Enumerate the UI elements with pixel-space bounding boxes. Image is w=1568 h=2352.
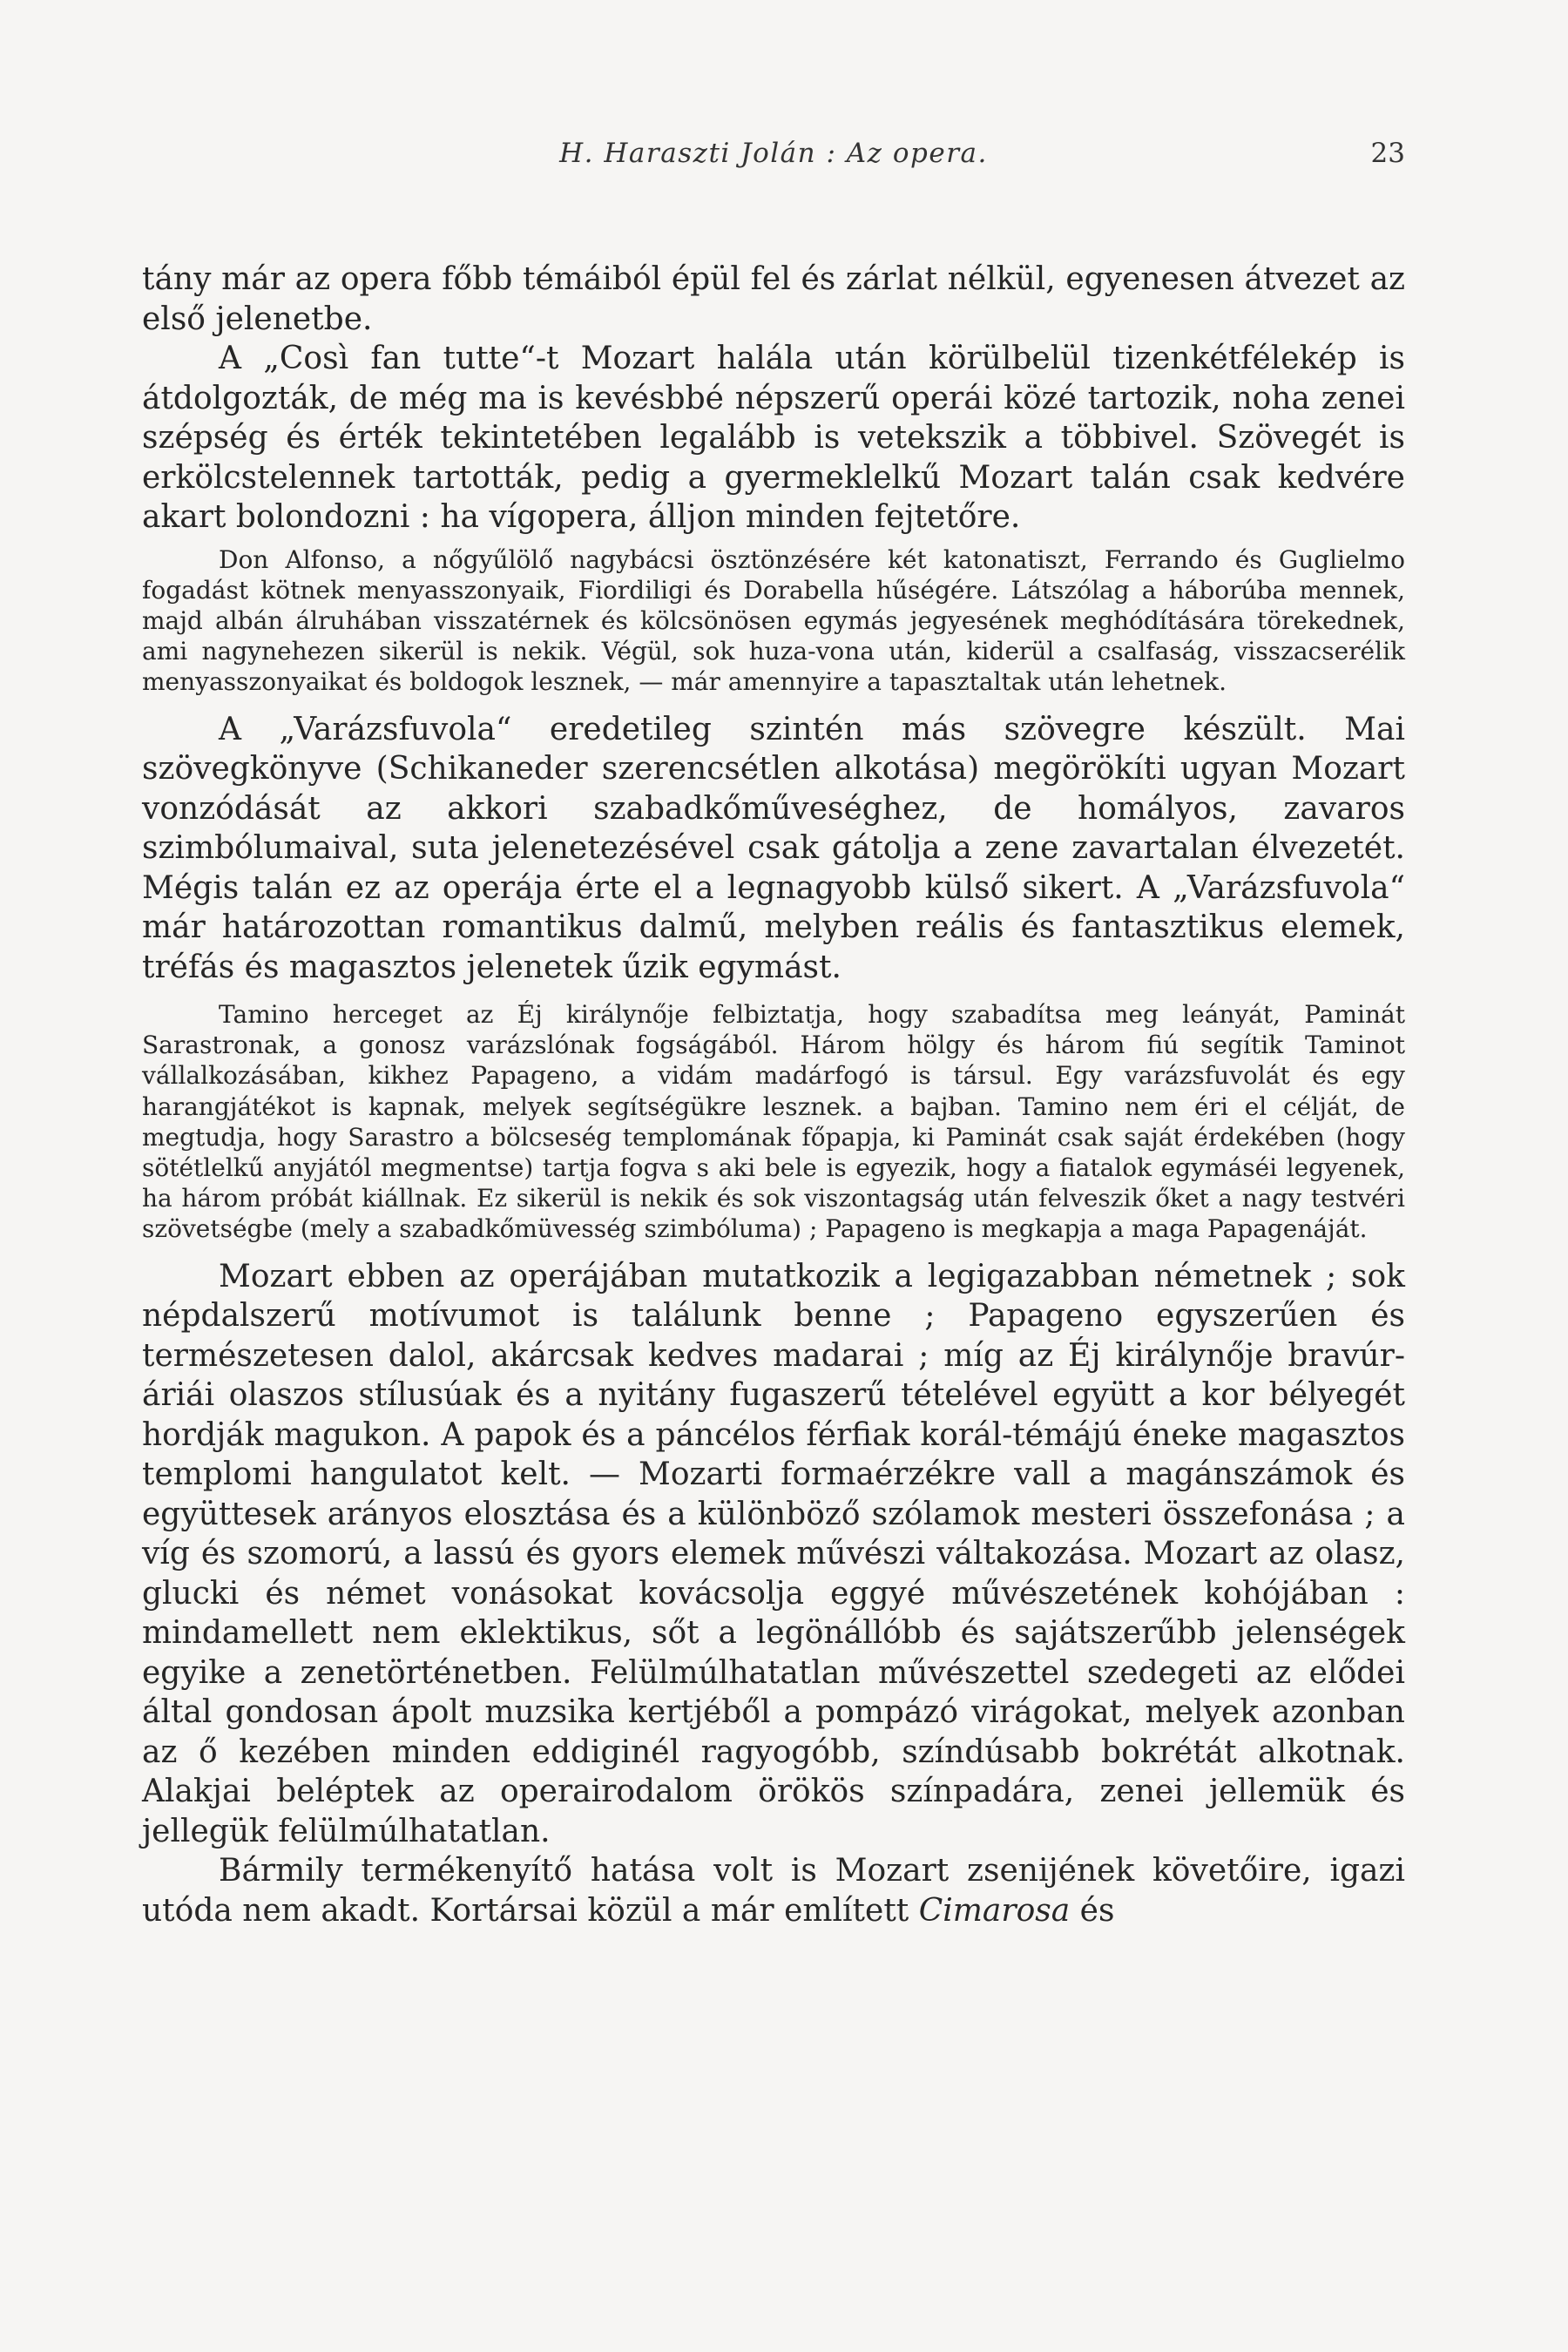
body-text — [142, 260, 1405, 1930]
paragraph-cosi-fan-tutte: A „Così fan tutte“-t Mozart halála után körülbelül tizenkétfélekép is átdolgozták, de még ma is kevésbbé népszerű operái közé tartozik, noha zenei szépség és érték tekintetében legalább is vetekszik a többivel. Szövegét is erkölcstelennek tartották, pedig a gyermeklelkű Mozart talán csak kedvére akart bolondozni : ha vígopera, álljon minden fejtetőre. — [142, 341, 1405, 535]
paragraph-mozart-style: Mozart ebben az operájában mutatkozik a legigazabban németnek ; sok népdalszerű motívumot is találunk benne ; Papageno egyszerűen és természetesen dalol, akárcsak kedves madarai ; míg az Éj királynője bravúr-áriái olaszos stílusúak és a nyitány fugaszerű tételével együtt a kor bélyegét hordják magukon. A papok és a páncélos férfiak korál-témájú éneke magasztos templomi hangulatot kelt. — Mozarti formaérzékre vall a magánszámok és együttesek arányos elosztása és a különböző szólamok mesteri összefonása ; a víg és szomorú, a lassú és gyors elemek művészi váltakozása. Mozart az olasz, glucki és német vonásokat kovácsolja eggyé művészetének kohójában : mindamellett nem eklektikus, sőt a legönállóbb és sajátszerűbb jelenségek egyike a zenetörténetben. Felülmúlhatatlan művészettel szedegeti az elődei által gondosan ápolt muzsika kertjéből a pompázó virágokat, melyek azonban az ő kezében minden eddiginél ragyogóbb, színdúsabb bokrétát alkotnak. Alakjai beléptek az operairodalom örökös színpadára, zenei jellemük és jellegük felülmúlhatatlan. — [142, 1258, 1405, 1849]
paragraph-overture-end: tány már az opera főbb témáiból épül fel és zárlat nélkül, egyenesen átvezet az első jelenetbe. — [142, 261, 1405, 337]
paragraph-successors — [142, 1851, 1405, 1930]
page-number: 23 — [1370, 138, 1405, 169]
cimarosa-name: Cimarosa — [918, 1892, 1071, 1929]
running-head: H. Haraszti Jolán : Az opera. — [559, 138, 988, 169]
successors-text-start: Bármily termékenyítő hatása volt is Mozart zsenijének követőire, igazi utóda nem akadt. Kortársai közül a már említett — [142, 1853, 1405, 1929]
synopsis-cosi-fan-tutte: Don Alfonso, a nőgyűlölő nagybácsi ösztönzésére két katonatiszt, Ferrando és Guglielmo fogadást kötnek menyasszonyaik, Fiordiligi és Dorabella hűségére. Látszólag a háborúba mennek, majd albán álruhában visszatérnek és kölcsönösen egymás jegyesének meghódítására törekednek, ami nagynehezen sikerül is nekik. Végül, sok huza-vona után, kiderül a csalfaság, visszacserélik menyasszonyaikat és boldogok lesznek, — már amennyire a tapasztaltak után lehetnek. — [142, 544, 1405, 697]
successors-text-end: és — [1079, 1892, 1115, 1929]
synopsis-varazsfuvola: Tamino herceget az Éj királynője felbiztatja, hogy szabadítsa meg leányát, Paminát Sarastronak, a gonosz varázslónak fogságából. Három hölgy és három fiú segítik Taminot vállalkozásában, kikhez Papageno, a vidám madárfogó is társul. Egy varázsfuvolát és egy harangjátékot is kapnak, melyek segítségükre lesznek. a bajban. Tamino nem éri el célját, de megtudja, hogy Sarastro a bölcseség templomának főpapja, ki Paminát csak saját érdekében (hogy sötétlelkű anyjától megmentse) tartja fogva s aki bele is egyezik, hogy a fiatalok egymáséi legyenek, ha három próbát kiállnak. Ez sikerül is nekik és sok viszontagság után felveszik őket a nagy testvéri szövetségbe (mely a szabadkőmüvesség szimbóluma) ; Papageno is megkapja a maga Papagenáját. — [142, 1000, 1405, 1244]
page-header — [142, 138, 1405, 176]
paragraph-varazsfuvola: A „Varázsfuvola“ eredetileg szintén más szövegre készült. Mai szövegkönyve (Schikaneder szerencsétlen alkotása) megörökíti ugyan Mozart vonzódását az akkori szabadkőműveséghez, de homályos, zavaros szimbólumaival, suta jelenetezésével csak gátolja a zene zavartalan élvezetét. Mégis talán ez az operája érte el a legnagyobb külső sikert. A „Varázsfuvola“ már határozottan romantikus dalmű, melyben reális és fantasztikus elemek, tréfás és magasztos jelenetek űzik egymást. — [142, 711, 1405, 985]
